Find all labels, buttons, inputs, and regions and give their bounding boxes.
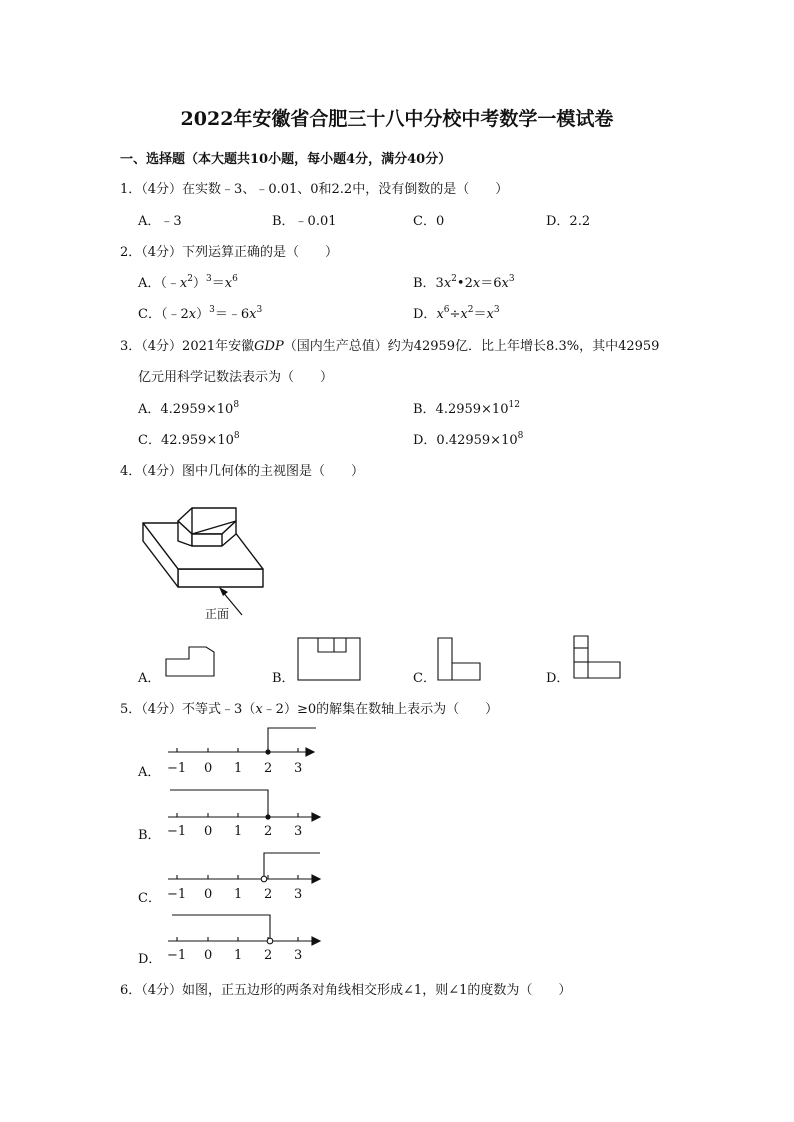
q5c-tick-2: 2	[264, 887, 273, 902]
q4-view-d	[572, 634, 624, 684]
q5c-tick-neg1: −1	[167, 887, 187, 902]
q5d-tick-2: 2	[264, 948, 273, 963]
q4-view-b	[296, 636, 366, 686]
q3-option-a: A．$4.2959\times 10^8$	[138, 400, 240, 417]
q5-option-c: C．	[138, 891, 161, 906]
page-title: 2022年安徽省合肥三十八中分校中考数学一模试卷	[180, 108, 614, 130]
q5d-tick-1: 1	[234, 948, 243, 963]
q6-stem: 6．（4分）如图，正五边形的两条对角线相交形成∠1，则∠1的度数为（ ）	[120, 983, 572, 998]
q4-front-label: 正面	[205, 607, 230, 621]
q5a-tick-1: 1	[234, 761, 243, 776]
q5a-tick-3: 3	[294, 761, 303, 776]
q4-option-c: C．	[413, 671, 436, 686]
q5c-tick-1: 1	[234, 887, 243, 902]
q2-option-d: D．$x^6\div x^2=x^3$	[413, 305, 500, 322]
q1-stem: 1．（4分）在实数﹣3、﹣0.01、0和2.2中，没有倒数的是（ ）	[120, 182, 509, 197]
q5d-tick-neg1: −1	[167, 948, 187, 963]
q4-view-a	[160, 640, 220, 680]
q4-option-a: A．	[138, 671, 161, 686]
q5c-tick-0: 0	[204, 887, 213, 902]
q5b-tick-0: 0	[204, 824, 213, 839]
q4-stem: 4．（4分）图中几何体的主视图是（ ）	[120, 464, 365, 479]
section-heading: 一、选择题（本大题共10小题，每小题4分，满分40分）	[120, 152, 452, 167]
q5-numberline-b	[160, 786, 325, 826]
q1-option-c: C．0	[413, 214, 445, 229]
q5b-tick-1: 1	[234, 824, 243, 839]
q5-stem: 5．（4分）不等式﹣3（x﹣2）≥0的解集在数轴上表示为（ ）	[120, 702, 499, 717]
q5a-tick-0: 0	[204, 761, 213, 776]
q2-option-c: C．$(﹣2x)^3=﹣6x^3$	[138, 305, 263, 322]
q3-option-d: D．$0.42959\times 10^8$	[413, 431, 524, 448]
q2-option-a: A．$(﹣x^2)^3=x^6$	[138, 274, 238, 291]
q3-option-c: C．$42.959\times 10^8$	[138, 431, 240, 448]
q4-option-b: B．	[272, 671, 295, 686]
q5b-tick-neg1: −1	[167, 824, 187, 839]
q5-numberline-d	[160, 910, 325, 950]
q4-option-d: D．	[546, 671, 570, 686]
q2-option-b: B．$3x^2•2x=6x^3$	[413, 274, 515, 291]
q3-option-b: B．$4.2959\times 10^{12}$	[413, 400, 520, 417]
q1-option-d: D．2.2	[546, 214, 591, 229]
q2-stem: 2．（4分）下列运算正确的是（ ）	[120, 245, 339, 260]
q5c-tick-3: 3	[294, 887, 303, 902]
q5-numberline-c	[160, 848, 325, 888]
q5-option-b: B．	[138, 828, 161, 843]
q5b-tick-3: 3	[294, 824, 303, 839]
q5-option-a: A．	[138, 765, 161, 780]
q5b-tick-2: 2	[264, 824, 273, 839]
q3-stem: 3．（4分）2021年安徽GDP（国内生产总值）约为42959亿．比上年增长8.3%，其中42959	[120, 339, 660, 354]
q5-numberline-a	[160, 724, 325, 764]
q5a-tick-2: 2	[264, 761, 273, 776]
q4-view-c	[436, 636, 486, 686]
q1-option-b: B．﹣0.01	[272, 214, 337, 229]
q4-solid-figure	[130, 488, 270, 628]
q1-option-a: A．﹣3	[138, 214, 182, 229]
q5d-tick-3: 3	[294, 948, 303, 963]
q3-stem-line2: 亿元用科学记数法表示为（ ）	[138, 370, 334, 385]
q5d-tick-0: 0	[204, 948, 213, 963]
q5a-tick-neg1: −1	[167, 761, 187, 776]
q5-option-d: D．	[138, 952, 162, 967]
